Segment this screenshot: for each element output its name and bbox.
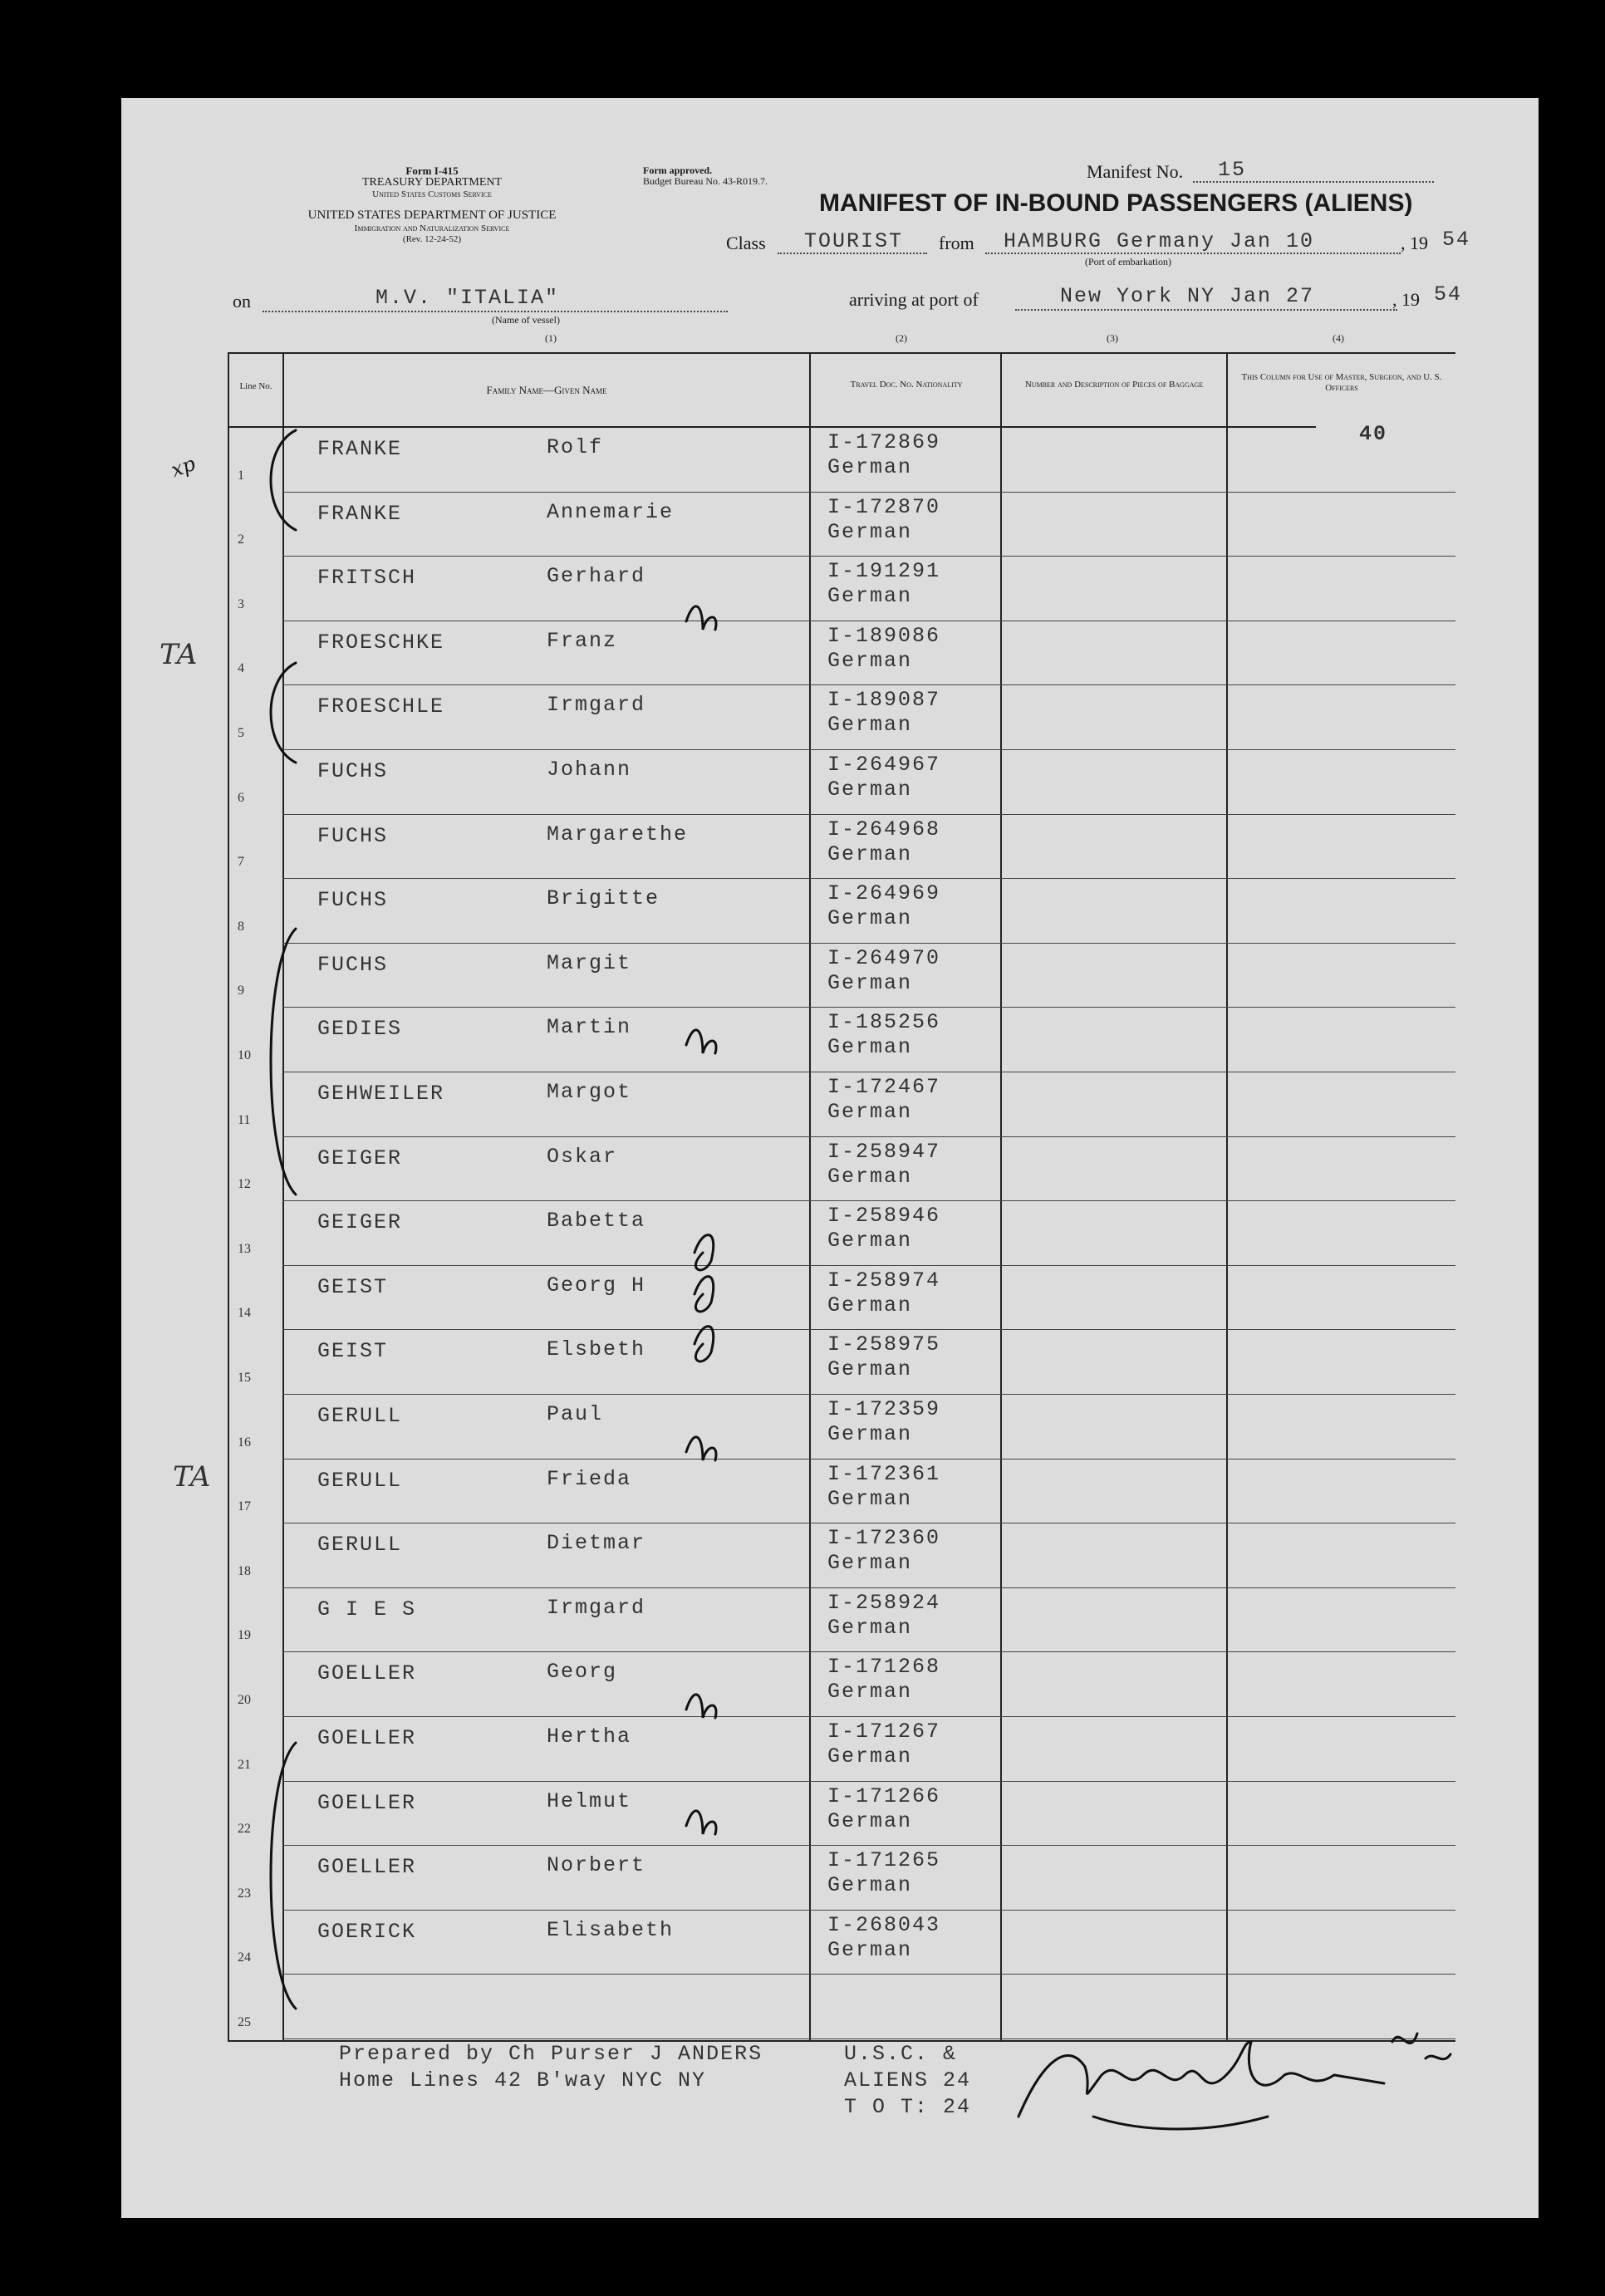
col-num-4: (4) [1333, 332, 1344, 344]
travel-doc-no: I-258946 [827, 1204, 941, 1228]
given-name: Oskar [547, 1145, 618, 1169]
row-divider [282, 1459, 1455, 1460]
line-number: 6 [238, 791, 244, 805]
row-divider [282, 943, 1455, 944]
family-name: GEIGER [317, 1146, 403, 1170]
travel-doc-no: I-264968 [827, 817, 941, 841]
line-number: 10 [238, 1048, 251, 1062]
prepared-address: Home Lines 42 B'way NYC NY [339, 2068, 707, 2092]
from-value: HAMBURG Germany Jan 10 [1004, 229, 1315, 253]
row-divider [282, 1200, 1455, 1201]
aliens-total: ALIENS 24 [844, 2068, 972, 2092]
given-name: Elisabeth [547, 1918, 675, 1942]
travel-doc-no: I-172869 [827, 430, 941, 454]
nationality: German [827, 1744, 913, 1769]
row-divider [282, 878, 1455, 879]
header-officers: This Column for Use of Master, Surgeon, and U. S. Officers [1241, 372, 1442, 393]
nationality: German [827, 455, 913, 479]
vessel-caption: (Name of vessel) [492, 314, 560, 326]
travel-doc-no: I-171265 [827, 1848, 941, 1872]
travel-doc-no: I-264970 [827, 946, 941, 970]
margin-mark-ta: TA [173, 1460, 211, 1494]
line-number: 25 [238, 2015, 251, 2029]
header-travel-doc: Travel Doc. No. Nationality [850, 380, 963, 390]
line-number: 11 [238, 1113, 251, 1127]
on-label: on [233, 291, 251, 312]
header-line-no: Line No. [239, 381, 272, 391]
row-divider [282, 1845, 1455, 1846]
manifest-no-label: Manifest No. [1087, 161, 1184, 182]
travel-doc-no: I-172870 [827, 495, 941, 519]
row-divider [282, 1007, 1455, 1008]
family-name: GEIST [317, 1339, 389, 1363]
given-name: Margit [547, 951, 632, 975]
given-name: Rolf [547, 435, 604, 459]
given-name: Irmgard [547, 1596, 646, 1620]
line-number: 1 [238, 469, 244, 483]
line-number: 12 [238, 1177, 251, 1191]
row-divider [282, 1394, 1455, 1395]
nationality: German [827, 1809, 913, 1833]
family-name: GEIST [317, 1275, 389, 1299]
given-name: Margot [547, 1080, 632, 1104]
nationality: German [827, 1873, 913, 1897]
family-name: FUCHS [317, 759, 389, 783]
travel-doc-no: I-172467 [827, 1075, 941, 1099]
justice-dept: UNITED STATES DEPARTMENT OF JUSTICE [307, 209, 557, 222]
travel-doc-no: I-189086 [827, 624, 941, 648]
nationality: German [827, 649, 913, 673]
row-divider [282, 1910, 1455, 1911]
prepared-by: Prepared by Ch Purser J ANDERS [339, 2042, 763, 2066]
officer-note: 40 [1359, 422, 1388, 446]
customs-service: United States Customs Service [372, 189, 492, 199]
travel-doc-no: I-264967 [827, 753, 941, 777]
travel-doc-no: I-189087 [827, 688, 941, 712]
family-name: GOELLER [317, 1855, 417, 1879]
line-number: 13 [238, 1242, 251, 1256]
port-caption: (Port of embarkation) [1085, 256, 1171, 267]
nationality: German [827, 1938, 913, 1962]
family-name: GEIGER [317, 1210, 403, 1234]
given-name: Norbert [547, 1853, 646, 1877]
line-number: 8 [238, 920, 244, 934]
line-number: 21 [238, 1758, 251, 1772]
family-name: GEHWEILER [317, 1082, 445, 1106]
row-divider [282, 1587, 1455, 1588]
line-number: 2 [238, 532, 244, 547]
given-name: Frieda [547, 1467, 632, 1491]
header-name: Family Name—Given Name [486, 384, 607, 396]
given-name: Dietmar [547, 1531, 646, 1555]
year-1: 54 [1442, 228, 1471, 252]
family-name: GOELLER [317, 1661, 417, 1685]
given-name: Babetta [547, 1209, 646, 1233]
form-number: Form I-415 [405, 164, 459, 177]
given-name: Martin [547, 1015, 632, 1039]
travel-doc-no: I-264969 [827, 881, 941, 905]
travel-doc-no: I-172360 [827, 1526, 941, 1550]
line-number: 5 [238, 726, 244, 740]
family-name: GERULL [317, 1469, 403, 1493]
family-name: FRANKE [317, 437, 403, 461]
nationality: German [827, 520, 913, 544]
travel-doc-no: I-171267 [827, 1720, 941, 1744]
nationality: German [827, 1035, 913, 1059]
col-num-2: (2) [896, 332, 907, 344]
family-name: FUCHS [317, 888, 389, 912]
row-divider [282, 1716, 1455, 1717]
line-number: 22 [238, 1822, 251, 1836]
line-number: 4 [238, 661, 244, 675]
row-divider [282, 1781, 1455, 1782]
nationality: German [827, 1680, 913, 1704]
form-approved: Form approved. [643, 164, 713, 176]
line-number: 3 [238, 597, 244, 611]
nationality: German [827, 1616, 913, 1640]
nationality: German [827, 971, 913, 995]
nationality: German [827, 1487, 913, 1511]
row-divider [282, 1651, 1455, 1652]
page-title: MANIFEST OF IN-BOUND PASSENGERS (ALIENS) [819, 189, 1413, 217]
line-number: 17 [238, 1499, 251, 1513]
given-name: Paul [547, 1402, 604, 1426]
year-2: 54 [1434, 282, 1463, 307]
year-prefix-1: , 19 [1401, 233, 1428, 253]
nationality: German [827, 584, 913, 608]
given-name: Franz [547, 629, 618, 653]
given-name: Irmgard [547, 693, 646, 717]
line-number: 23 [238, 1886, 251, 1901]
year-prefix-2: , 19 [1392, 289, 1420, 310]
line-number: 19 [238, 1628, 251, 1642]
family-name: G I E S [317, 1597, 417, 1621]
row-divider [282, 1136, 1455, 1137]
class-label: Class [726, 233, 766, 253]
from-label: from [939, 233, 974, 253]
arriving-label: arriving at port of [849, 289, 979, 310]
nationality: German [827, 1551, 913, 1575]
row-divider [282, 1974, 1455, 1975]
vessel-name: M.V. "ITALIA" [375, 286, 560, 310]
nationality: German [827, 1100, 913, 1124]
family-name: FUCHS [317, 953, 389, 977]
margin-mark-xp: xp [168, 451, 199, 483]
travel-doc-no: I-258975 [827, 1332, 941, 1357]
row-divider [282, 1329, 1455, 1330]
row-divider [282, 814, 1455, 815]
travel-doc-no: I-171266 [827, 1784, 941, 1808]
travel-doc-no: I-268043 [827, 1913, 941, 1937]
line-number: 9 [238, 984, 244, 998]
family-brackets [246, 414, 321, 2042]
nationality: German [827, 713, 913, 737]
class-value: TOURIST [804, 229, 904, 253]
treasury-dept: TREASURY DEPARTMENT [361, 176, 503, 189]
travel-doc-no: I-258924 [827, 1591, 941, 1615]
given-name: Johann [547, 758, 632, 782]
travel-doc-no: I-172359 [827, 1397, 941, 1421]
nationality: German [827, 1165, 913, 1189]
line-number: 18 [238, 1564, 251, 1578]
line-number: 16 [238, 1435, 251, 1450]
col-num-1: (1) [545, 332, 557, 344]
budget-bureau: Budget Bureau No. 43-R019.7. [643, 175, 768, 187]
family-name: FRANKE [317, 502, 403, 526]
given-name: Gerhard [547, 564, 646, 588]
nationality: German [827, 1422, 913, 1446]
handwritten-annotations [670, 414, 819, 2075]
row-divider [282, 1265, 1455, 1266]
family-name: GEDIES [317, 1017, 403, 1041]
manifest-no-value: 15 [1218, 158, 1247, 182]
row-divider [282, 749, 1455, 750]
travel-doc-no: I-172361 [827, 1462, 941, 1486]
nationality: German [827, 906, 913, 930]
family-name: GOELLER [317, 1726, 417, 1750]
family-name: GERULL [317, 1533, 403, 1557]
nationality: German [827, 1229, 913, 1253]
line-number: 24 [238, 1950, 251, 1965]
header-baggage: Number and Description of Pieces of Baggage [1024, 380, 1204, 390]
travel-doc-no: I-185256 [827, 1010, 941, 1034]
given-name: Annemarie [547, 500, 675, 524]
row-divider [282, 492, 1455, 493]
travel-doc-no: I-171268 [827, 1655, 941, 1679]
family-name: GOELLER [317, 1791, 417, 1815]
family-name: FRITSCH [317, 566, 417, 590]
given-name: Helmut [547, 1789, 632, 1813]
revision-date: (Rev. 12-24-52) [402, 234, 462, 244]
line-number: 15 [238, 1371, 251, 1385]
given-name: Georg H [547, 1273, 646, 1298]
given-name: Brigitte [547, 886, 660, 910]
family-name: GOERICK [317, 1920, 417, 1944]
given-name: Margarethe [547, 822, 689, 846]
nationality: German [827, 778, 913, 802]
nationality: German [827, 842, 913, 866]
row-divider [282, 684, 1455, 685]
travel-doc-no: I-191291 [827, 559, 941, 583]
family-name: FROESCHLE [317, 694, 445, 719]
travel-doc-no: I-258974 [827, 1268, 941, 1293]
col-num-3: (3) [1107, 332, 1118, 344]
margin-mark-ta: TA [160, 638, 198, 671]
line-number: 20 [238, 1693, 251, 1707]
family-name: FUCHS [317, 824, 389, 848]
row-divider [282, 556, 1455, 557]
usc-label: U.S.C. & [844, 2042, 958, 2066]
total-count: T O T: 24 [844, 2095, 972, 2119]
manifest-sheet [121, 98, 1539, 2218]
line-number: 14 [238, 1306, 251, 1320]
arrival-port: New York NY Jan 27 [1060, 284, 1315, 308]
officer-signature [994, 2009, 1459, 2141]
given-name: Georg [547, 1660, 618, 1684]
ins-service: Immigration and Naturalization Service [354, 223, 510, 233]
given-name: Hertha [547, 1724, 632, 1749]
travel-doc-no: I-258947 [827, 1140, 941, 1164]
line-number: 7 [238, 855, 244, 869]
nationality: German [827, 1357, 913, 1381]
family-name: GERULL [317, 1404, 403, 1428]
family-name: FROESCHKE [317, 630, 445, 655]
nationality: German [827, 1293, 913, 1317]
given-name: Elsbeth [547, 1337, 646, 1361]
